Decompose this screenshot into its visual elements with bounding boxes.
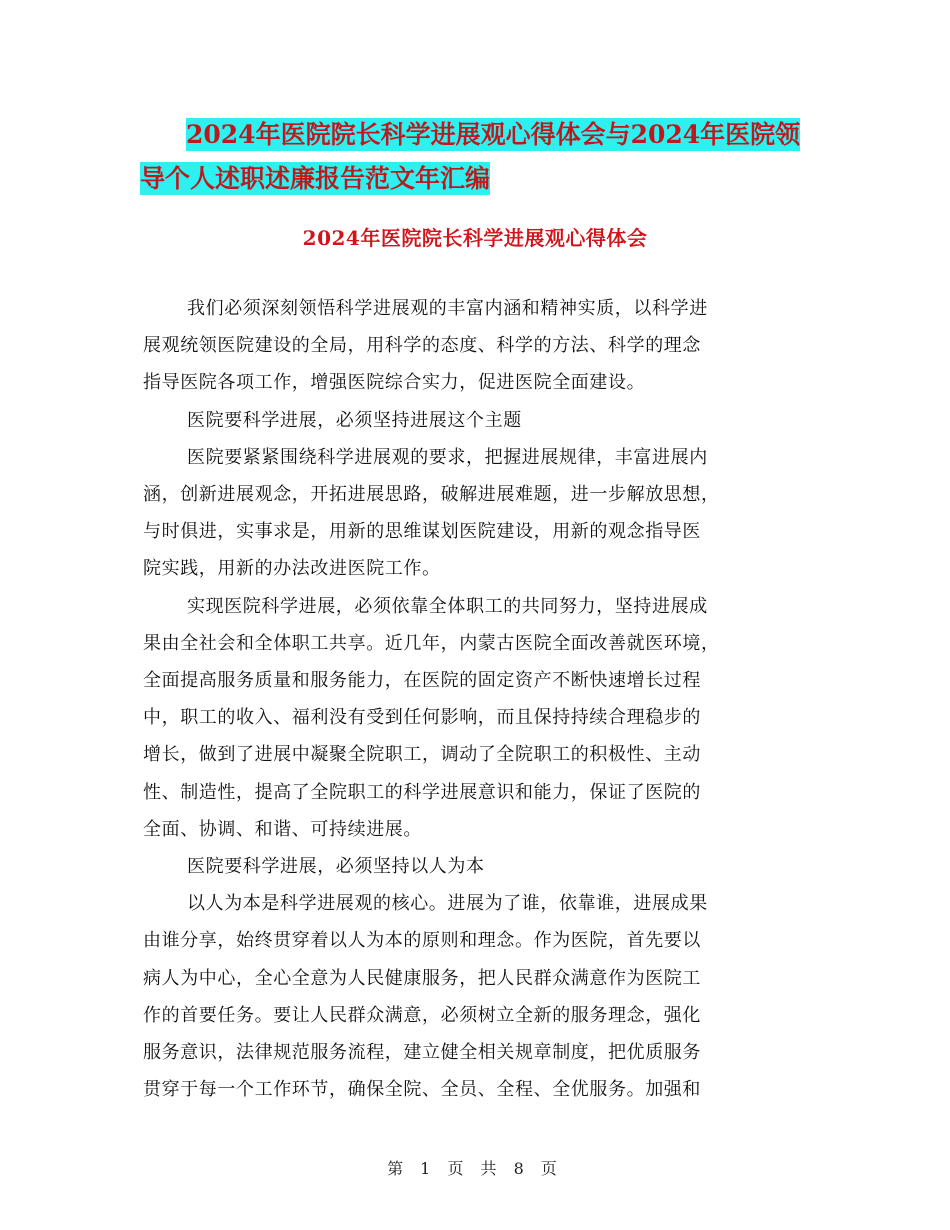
- page-footer: 第 1 页 共 8 页: [387, 1159, 563, 1178]
- text-line: 全面提高服务质量和服务能力，在医院的固定资产不断快速增长过程: [143, 670, 701, 692]
- text-line: 实现医院科学进展，必须依靠全体职工的共同努力，坚持进展成: [187, 595, 708, 617]
- paragraph: [143, 885, 807, 1108]
- title-line-1: 2024年医院院长科学进展观心得体会与2024年医院领: [186, 120, 801, 149]
- paragraph-heading: [143, 848, 807, 885]
- paragraph: [143, 290, 807, 402]
- text-line: 性、制造性，提高了全院职工的科学进展意识和能力，保证了医院的: [143, 781, 701, 803]
- text-line: 病人为中心，全心全意为人民健康服务，把人民群众满意作为医院工: [143, 967, 701, 989]
- text-line: 我们必须深刻领悟科学进展观的丰富内涵和精神实质，以科学进: [187, 298, 708, 319]
- document-body: [143, 290, 807, 1108]
- text-line: 增长，做到了进展中凝聚全院职工，调动了全院职工的积极性、主动: [143, 744, 701, 766]
- title-line-2: 导个人述职述廉报告范文年汇编: [140, 164, 491, 193]
- text-line: 涵，创新进展观念，开拓进展思路，破解进展难题，进一步解放思想，: [143, 484, 720, 506]
- text-line: 服务意识，法律规范服务流程，建立健全相关规章制度，把优质服务: [143, 1042, 701, 1064]
- section-heading: 2024年医院院长科学进展观心得体会: [302, 226, 648, 250]
- text-line: 果由全社会和全体职工共享。近几年，内蒙古医院全面改善就医环境，: [143, 632, 720, 654]
- text-line: 展观统领医院建设的全局，用科学的态度、科学的方法、科学的理念: [143, 335, 701, 357]
- paragraph: [143, 588, 807, 848]
- text-line: 与时俱进，实事求是，用新的思维谋划医院建设，用新的观念指导医: [143, 521, 701, 543]
- text-line: 院实践，用新的办法改进医院工作。: [143, 558, 441, 580]
- text-line: 医院要科学进展，必须坚持进展这个主题: [187, 409, 522, 431]
- text-line: 由谁分享，始终贯穿着以人为本的原则和理念。作为医院，首先要以: [143, 930, 701, 952]
- paragraph: [143, 439, 807, 588]
- text-line: 医院要紧紧围绕科学进展观的要求，把握进展规律，丰富进展内: [187, 446, 708, 468]
- text-line: 中，职工的收入、福利没有受到任何影响，而且保持持续合理稳步的: [143, 707, 701, 729]
- text-line: 指导医院各项工作，增强医院综合实力，促进医院全面建设。: [143, 372, 646, 394]
- text-line: 以人为本是科学进展观的核心。进展为了谁，依靠谁，进展成果: [187, 893, 708, 915]
- text-line: 全面、协调、和谐、可持续进展。: [143, 818, 422, 840]
- document-title: [140, 113, 820, 201]
- text-line: 作的首要任务。要让人民群众满意，必须树立全新的服务理念，强化: [143, 1004, 701, 1026]
- paragraph-heading: [143, 402, 807, 439]
- text-line: 贯穿于每一个工作环节，确保全院、全员、全程、全优服务。加强和: [143, 1079, 701, 1101]
- text-line: 医院要科学进展，必须坚持以人为本: [187, 856, 485, 878]
